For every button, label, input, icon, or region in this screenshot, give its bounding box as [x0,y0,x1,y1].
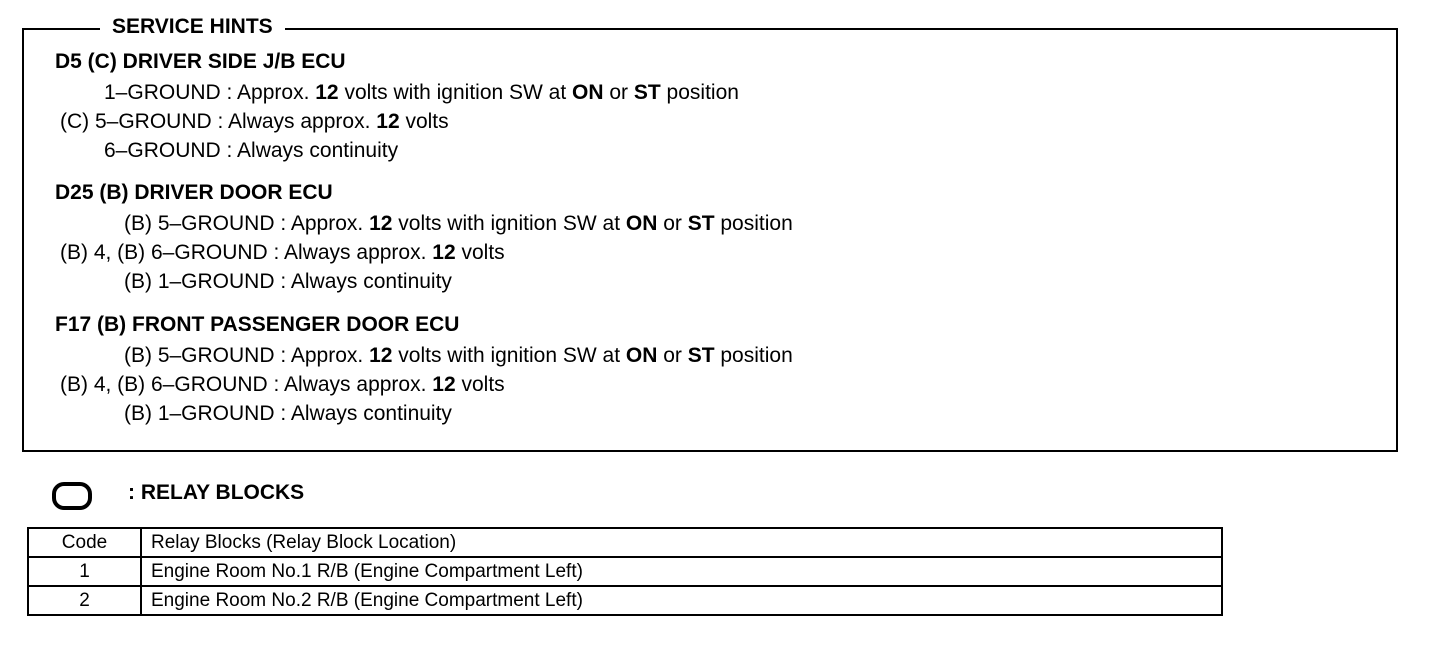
relay-blocks-label: : RELAY BLOCKS [128,481,305,504]
row-name: Engine Room No.1 R/B (Engine Compartment Left) [141,557,1222,586]
header-relay-blocks: Relay Blocks (Relay Block Location) [141,528,1222,557]
hint-line: 6–GROUND : Always continuity [104,139,399,162]
hint-line: (B) 5–GROUND : Approx. 12 volts with ignition SW at ON or ST position [124,212,793,235]
hint-line: (B) 4, (B) 6–GROUND : Always approx. 12 volts [60,373,505,396]
row-code: 2 [28,586,141,615]
hint-line: (B) 1–GROUND : Always continuity [124,270,452,293]
header-code: Code [28,528,141,557]
hint-line: (B) 4, (B) 6–GROUND : Always approx. 12 volts [60,241,505,264]
section-heading-d25: D25 (B) DRIVER DOOR ECU [55,181,333,204]
service-hints-title: SERVICE HINTS [100,13,285,41]
hint-line: (B) 5–GROUND : Approx. 12 volts with ignition SW at ON or ST position [124,344,793,367]
hint-line: 1–GROUND : Approx. 12 volts with ignition SW at ON or ST position [104,81,739,104]
table-header-row [28,528,1222,557]
hint-line: (B) 1–GROUND : Always continuity [124,402,452,425]
section-heading-f17: F17 (B) FRONT PASSENGER DOOR ECU [55,313,460,336]
row-code: 1 [28,557,141,586]
section-heading-d5: D5 (C) DRIVER SIDE J/B ECU [55,50,346,73]
table-row [28,586,1222,615]
relay-blocks-table [27,527,1223,616]
rounded-rectangle-icon [52,482,92,510]
hint-line: (C) 5–GROUND : Always approx. 12 volts [60,110,449,133]
table-row [28,557,1222,586]
row-name: Engine Room No.2 R/B (Engine Compartment Left) [141,586,1222,615]
